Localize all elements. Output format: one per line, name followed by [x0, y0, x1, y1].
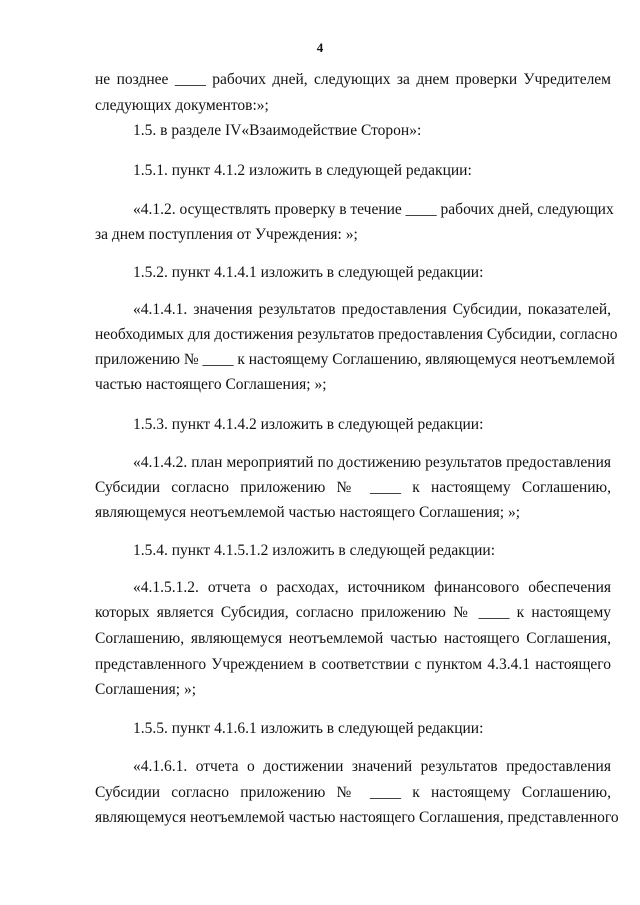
text-line: являющемуся неотъемлемой частью настоящего Соглашения; »;	[95, 504, 521, 521]
text-line: которых является Субсидия, согласно приложению № ____ к настоящему	[95, 604, 611, 621]
page-number: 4	[316, 40, 324, 55]
text-line: следующих документов:»;	[95, 97, 269, 114]
text-line: являющемуся неотъемлемой частью настоящего Соглашения, представленного	[95, 809, 619, 826]
text-line: не позднее ____ рабочих дней, следующих за днем проверки Учредителем	[95, 71, 611, 88]
text-line: «4.1.6.1. отчета о достижении значений результатов предоставления	[133, 758, 611, 775]
text-line: «4.1.4.2. план мероприятий по достижению результатов предоставления	[133, 454, 611, 471]
text-line: представленного Учреждением в соответствии с пунктом 4.3.4.1 настоящего	[95, 656, 611, 673]
text-line: Субсидии согласно приложению № ____ к настоящему Соглашению,	[95, 479, 611, 496]
text-line: за днем поступления от Учреждения: »;	[95, 226, 358, 243]
text-line: Субсидии согласно приложению № ____ к настоящему Соглашению,	[95, 784, 611, 801]
subsection-heading: 1.5.1. пункт 4.1.2 изложить в следующей редакции:	[133, 162, 472, 179]
subsection-heading: 1.5.5. пункт 4.1.6.1 изложить в следующей редакции:	[133, 720, 484, 737]
text-line: необходимых для достижения результатов предоставления Субсидии, согласно	[95, 326, 618, 343]
text-line: «4.1.4.1. значения результатов предоставления Субсидии, показателей,	[133, 301, 611, 318]
text-line: Соглашению, являющемуся неотъемлемой частью настоящего Соглашения,	[95, 630, 611, 647]
subsection-heading: 1.5.3. пункт 4.1.4.2 изложить в следующей редакции:	[133, 416, 484, 433]
subsection-heading: 1.5.4. пункт 4.1.5.1.2 изложить в следующей редакции:	[133, 542, 496, 559]
text-line: «4.1.5.1.2. отчета о расходах, источником финансового обеспечения	[133, 579, 611, 596]
text-line: приложению № ____ к настоящему Соглашению, являющемуся неотъемлемой	[95, 351, 615, 368]
text-line: частью настоящего Соглашения; »;	[95, 376, 327, 393]
section-heading: 1.5. в разделе IV«Взаимодействие Сторон»:	[133, 122, 422, 139]
subsection-heading: 1.5.2. пункт 4.1.4.1 изложить в следующей редакции:	[133, 264, 484, 281]
text-line: Соглашения; »;	[95, 681, 197, 698]
text-line: «4.1.2. осуществлять проверку в течение ____ рабочих дней, следующих	[133, 201, 614, 218]
